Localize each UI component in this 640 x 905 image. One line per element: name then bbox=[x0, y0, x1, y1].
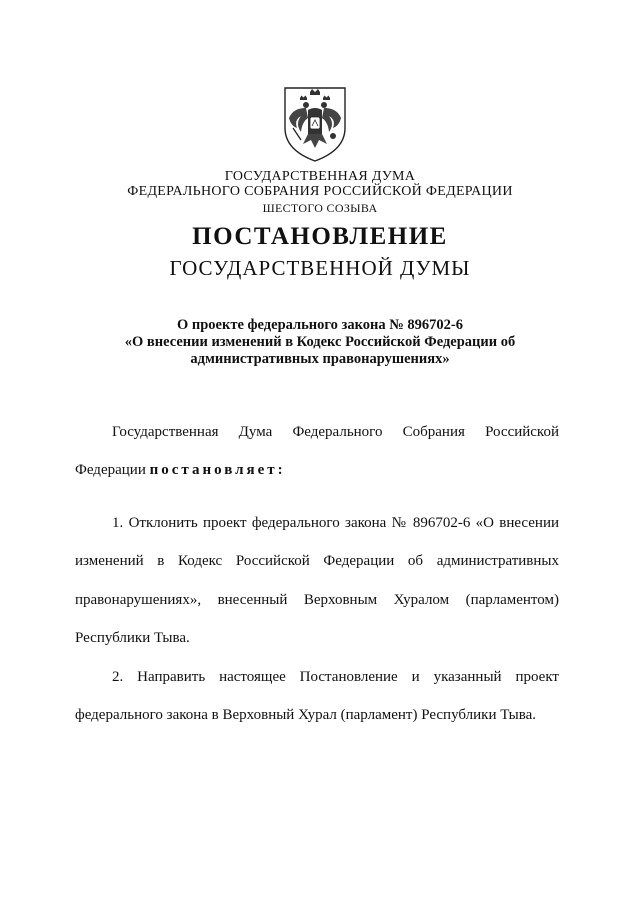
item1-line-3: правонарушениях», внесенный Верховным Хуралом (парламентом) bbox=[75, 592, 559, 608]
subject-line-3: административных правонарушениях» bbox=[190, 351, 450, 367]
header-line-convocation: ШЕСТОГО СОЗЫВА bbox=[262, 201, 378, 215]
coat-of-arms-icon bbox=[275, 84, 355, 164]
preamble-line-2 bbox=[75, 461, 559, 479]
header-line-federal-assembly: ФЕДЕРАЛЬНОГО СОБРАНИЯ РОССИЙСКОЙ ФЕДЕРАЦИИ bbox=[127, 184, 513, 199]
item1-line-4: Республики Тыва. bbox=[75, 630, 190, 646]
document-issuer: ГОСУДАРСТВЕННОЙ ДУМЫ bbox=[169, 256, 471, 280]
subject-line-1: О проекте федерального закона № 896702-6 bbox=[176, 317, 464, 333]
subject-line-2: «О внесении изменений в Кодекс Российской Федерации об bbox=[124, 334, 516, 350]
item1-line-2: изменений в Кодекс Российской Федерации об административных bbox=[75, 553, 559, 569]
item2-line-2: федерального закона в Верховный Хурал (парламент) Республики Тыва. bbox=[75, 707, 537, 723]
item2-line-1: 2. Направить настоящее Постановление и указанный проект bbox=[112, 669, 559, 685]
preamble-federation: Федерации bbox=[75, 462, 146, 478]
preamble-resolves: постановляет: bbox=[149, 462, 286, 478]
item1-line-1: 1. Отклонить проект федерального закона № 896702-6 «О внесении bbox=[112, 515, 559, 531]
preamble-line-1: Государственная Дума Федерального Собрания Российской bbox=[112, 424, 559, 440]
header-line-state-duma: ГОСУДАРСТВЕННАЯ ДУМА bbox=[224, 169, 416, 184]
document-title: ПОСТАНОВЛЕНИЕ bbox=[192, 223, 448, 250]
